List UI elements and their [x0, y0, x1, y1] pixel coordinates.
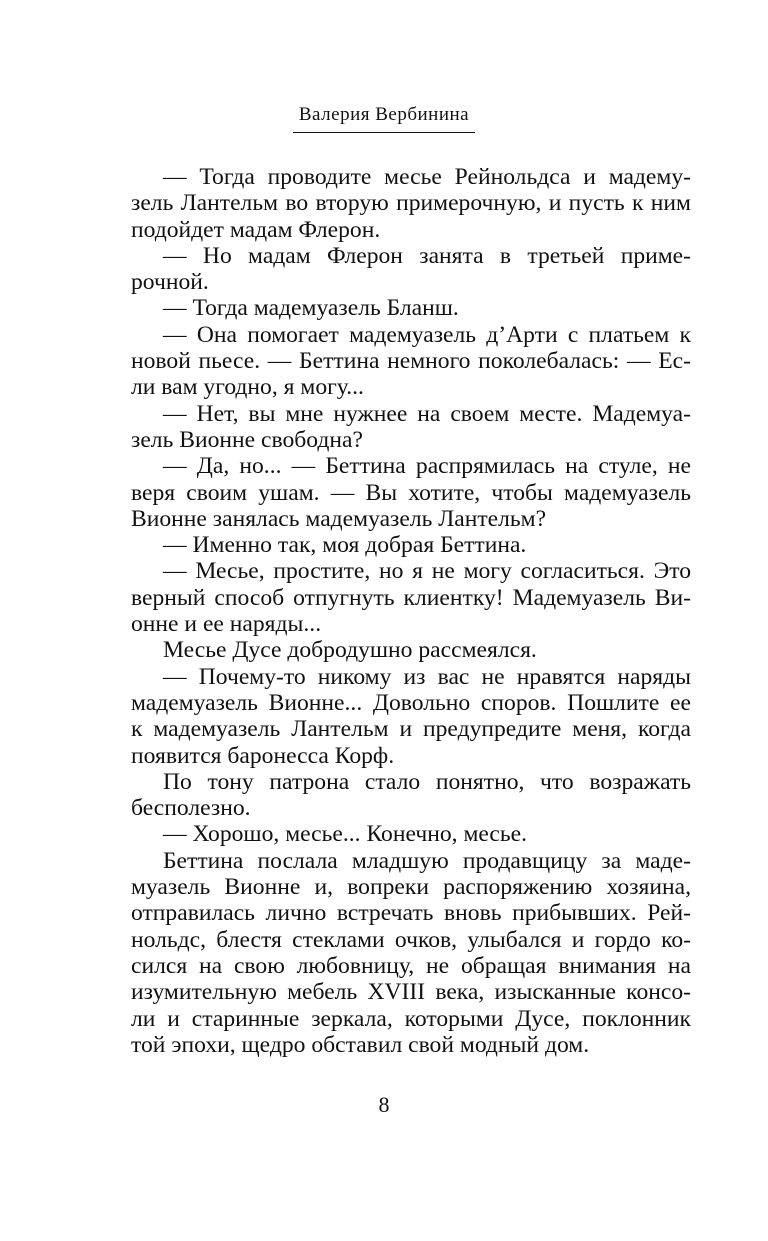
paragraph [131, 295, 691, 321]
paragraph [131, 821, 691, 847]
text-line: Вионне занялась мадемуазель Лантельм? [131, 505, 547, 532]
text-line: сился на свою любовницу, не обращая внимания на [131, 952, 691, 979]
text-line: подойдет мадам Флерон. [131, 216, 381, 243]
paragraph [131, 243, 691, 296]
author-name: Валерия Вербинина [293, 104, 475, 133]
text-line: к мадемуазель Лантельм и предупредите меня, когда [131, 716, 691, 743]
text-line: — Почему-то никому из вас не нравятся наряды [163, 663, 691, 690]
text-line: зель Лантельм во вторую примерочную, и пусть к ним [131, 190, 691, 217]
text-line: — Месье, простите, но я не могу согласиться. Это [163, 558, 691, 585]
text-line: — Именно так, моя добрая Беттина. [163, 532, 527, 559]
paragraph [131, 401, 691, 454]
text-line: — Да, но... — Беттина распрямилась на стуле, не [163, 453, 691, 480]
paragraph [131, 664, 691, 769]
paragraph [131, 532, 691, 558]
text-line: рочной. [131, 269, 209, 296]
text-line: мадемуазель Вионне... Довольно споров. Пошлите ее [131, 689, 691, 716]
text-line: — Но мадам Флерон занята в третьей приме- [163, 242, 691, 269]
text-line: По тону патрона стало понятно, что возражать [163, 768, 691, 795]
paragraph [131, 637, 691, 663]
text-line: — Она помогает мадемуазель д’Арти с платьем к [163, 321, 691, 348]
text-line: онне и ее наряды... [131, 611, 322, 638]
paragraph [131, 558, 691, 637]
text-line: — Тогда проводите месье Рейнольдса и мадему- [163, 164, 691, 190]
paragraph [131, 769, 691, 822]
body-text [131, 164, 691, 1058]
paragraph [131, 848, 691, 1058]
text-line: — Тогда мадемуазель Бланш. [163, 295, 459, 322]
text-line: нольдс, блестя стеклами очков, улыбался и гордо ко- [131, 926, 691, 953]
text-line: верный способ отпугнуть клиентку! Мадемуазель Ви- [131, 584, 691, 611]
paragraph [131, 164, 691, 243]
text-line: веря своим ушам. — Вы хотите, чтобы мадемуазель [131, 479, 691, 506]
text-line: бесполезно. [131, 795, 251, 822]
paragraph [131, 453, 691, 532]
paragraph [131, 322, 691, 401]
text-line: Месье Дусе добродушно рассмеялся. [163, 637, 537, 664]
text-line: — Нет, вы мне нужнее на своем месте. Мадемуа- [163, 400, 691, 427]
text-line: изумительную мебель XVIII века, изысканные консо- [131, 979, 691, 1006]
text-line: Беттина послала младшую продавщицу за маде- [163, 847, 691, 874]
text-line: появится баронесса Корф. [131, 742, 395, 769]
text-line: зель Вионне свободна? [131, 426, 363, 453]
text-line: — Хорошо, месье... Конечно, месье. [163, 821, 528, 848]
text-line: отправилась лично встречать вновь прибывших. Рей- [131, 900, 691, 927]
running-head [0, 104, 768, 133]
text-line: новой пьесе. — Беттина немного поколебалась: — Ес- [131, 348, 691, 375]
page-number: 8 [378, 1092, 390, 1117]
text-line: муазель Вионне и, вопреки распоряжению хозяина, [131, 874, 691, 901]
text-line: ли и старинные зеркала, которыми Дусе, поклонник [131, 1005, 691, 1032]
text-line: ли вам угодно, я могу... [131, 374, 364, 401]
text-line: той эпохи, щедро обставил свой модный дом. [131, 1031, 590, 1058]
